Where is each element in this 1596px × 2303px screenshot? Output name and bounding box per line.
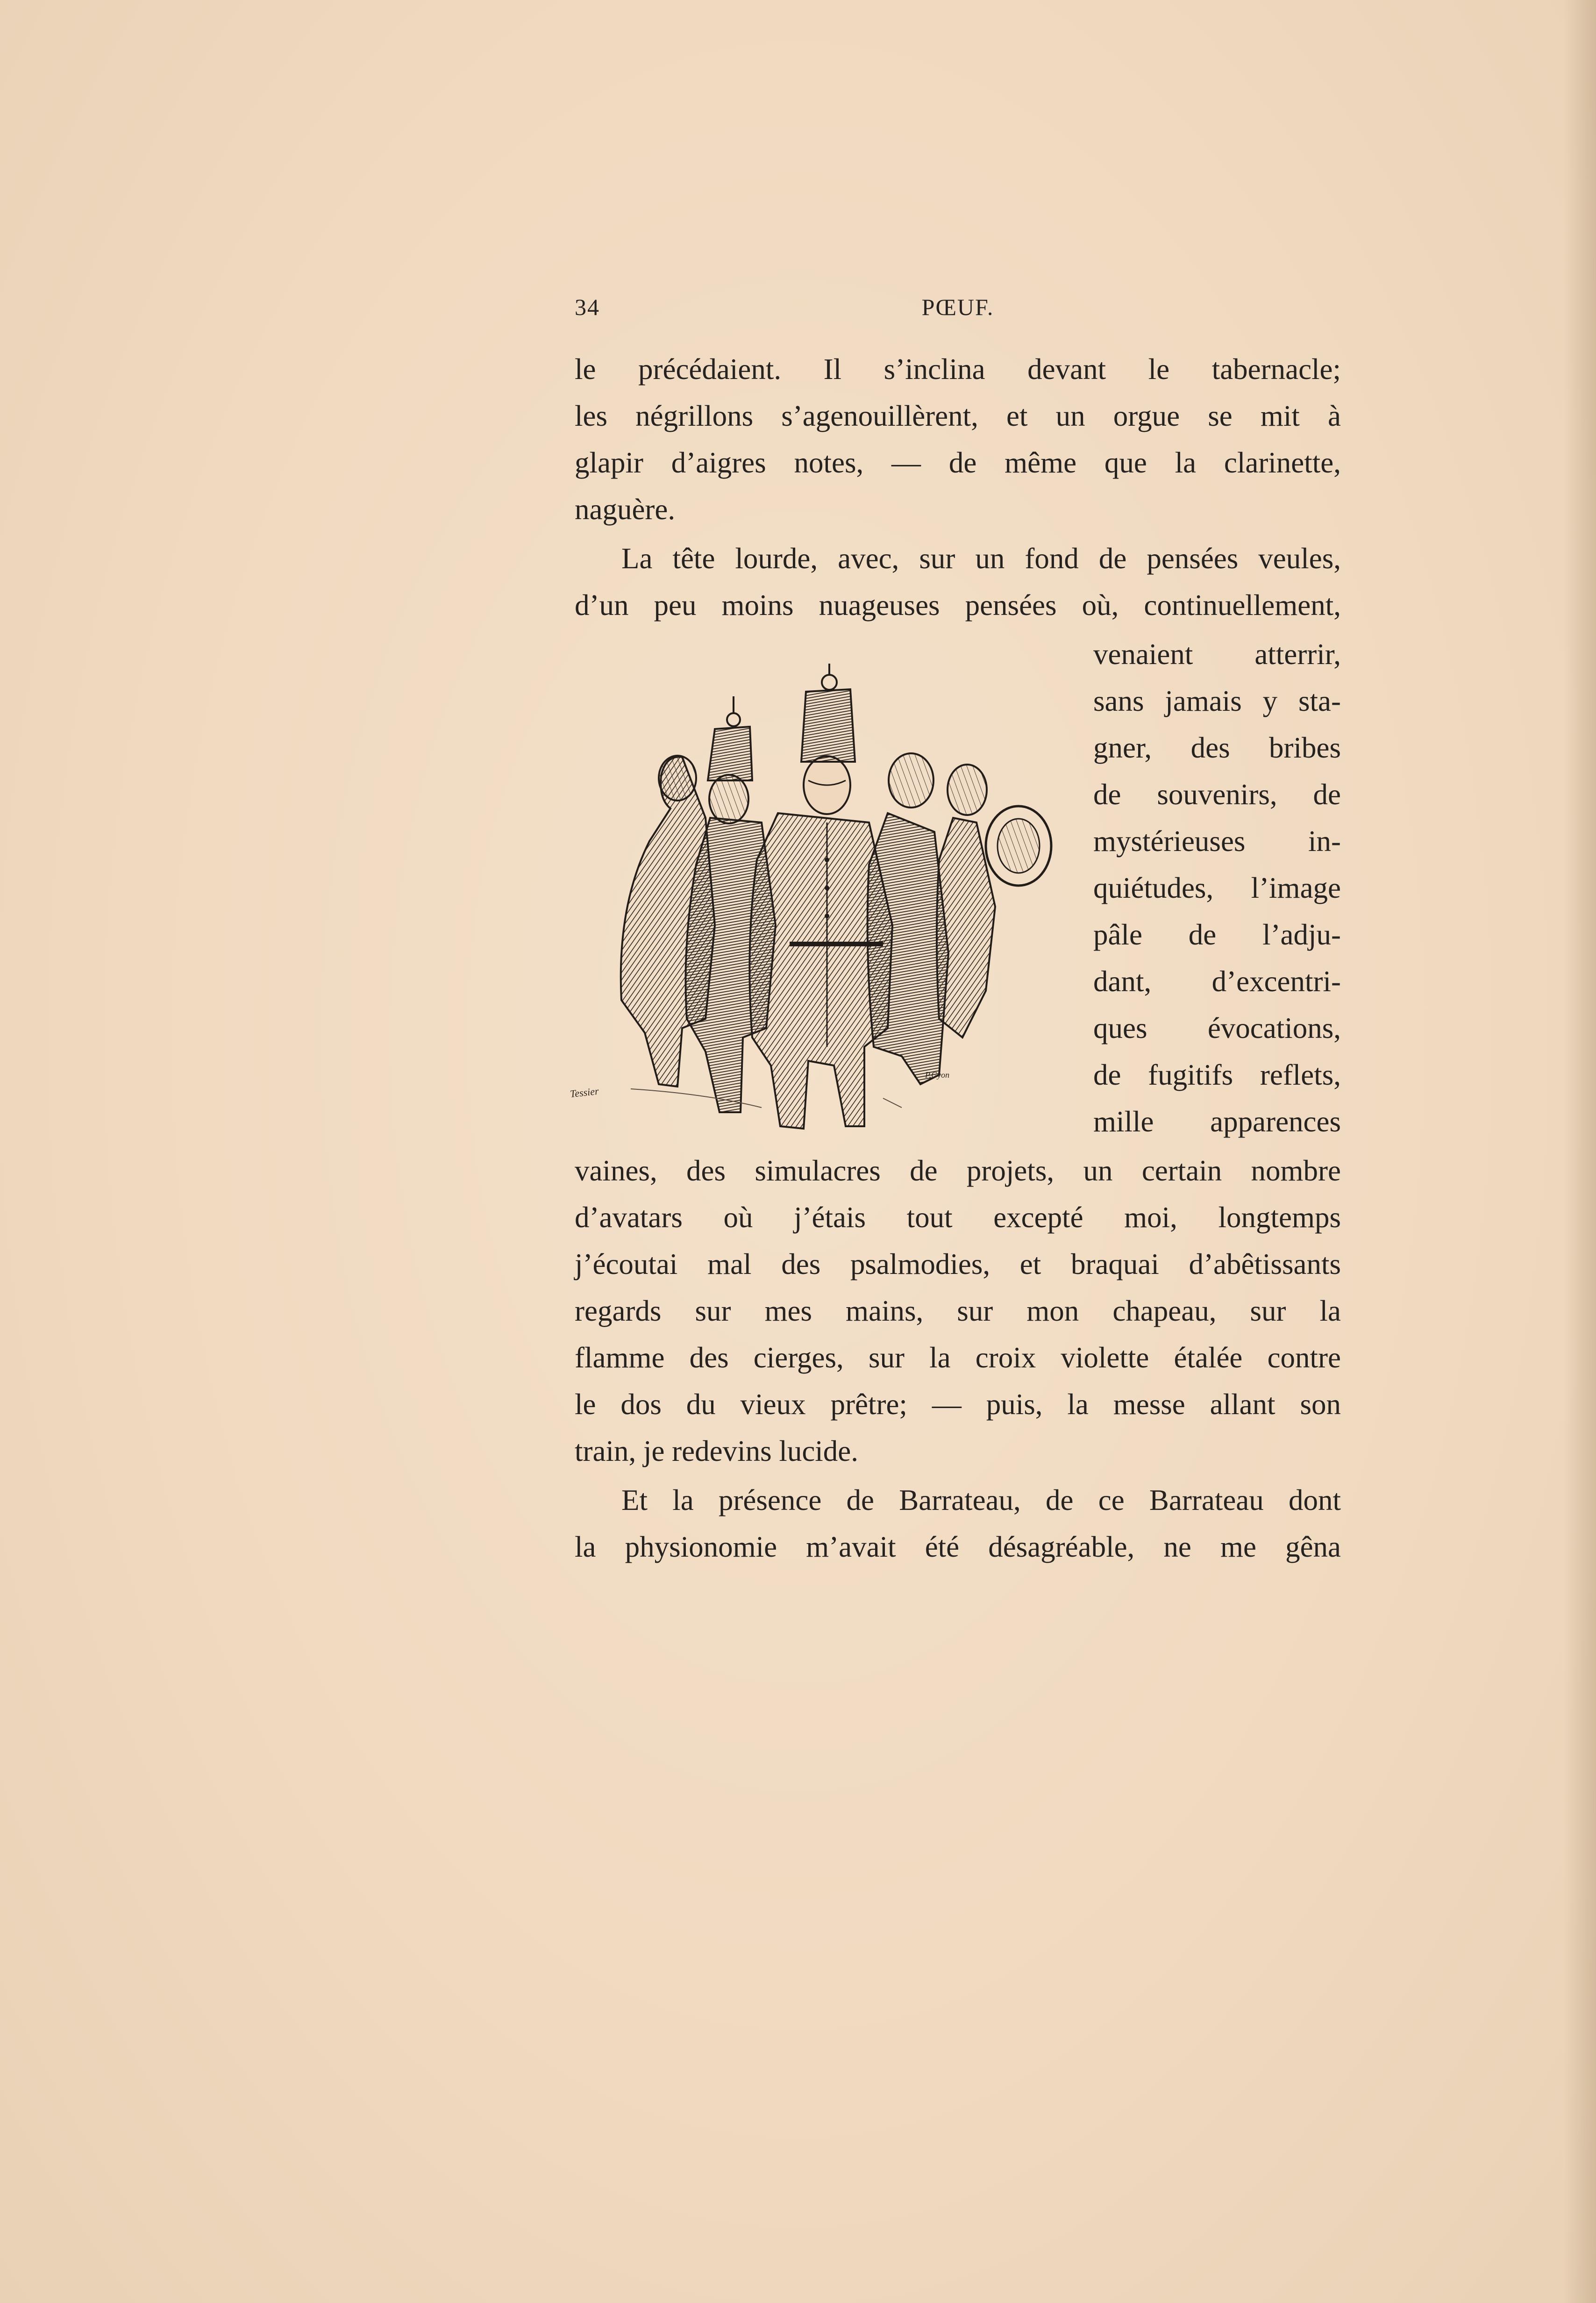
- illustrator-signature-left: Tessier: [569, 1085, 599, 1100]
- running-title: PŒUF.: [921, 294, 994, 320]
- engraving-soldiers-icon: [565, 664, 1079, 1140]
- text-line: le précédaient. Il s’inclina devant le tabernacle;: [575, 353, 1341, 386]
- text-line: regards sur mes mains, sur mon chapeau, sur la: [575, 1295, 1341, 1327]
- page-edge-shadow: [1563, 0, 1596, 2303]
- text-line: le dos du vieux prêtre; — puis, la messe allant son: [575, 1388, 1341, 1421]
- text-line: dant, d’excentri-: [1093, 965, 1341, 998]
- text-line: naguère.: [575, 493, 676, 526]
- text-line: ques évocations,: [1093, 1012, 1341, 1044]
- page-number: 34: [575, 294, 600, 320]
- text-line: sans jamais y sta-: [1093, 685, 1341, 717]
- text-line: de souvenirs, de: [1093, 778, 1341, 811]
- text-line: mystérieuses in-: [1093, 825, 1341, 858]
- text-line: La tête lourde, avec, sur un fond de pensées veules,: [621, 542, 1341, 575]
- text-line: flamme des cierges, sur la croix violette étalée contre: [575, 1341, 1341, 1374]
- text-line: train, je redevins lucide.: [575, 1435, 859, 1467]
- text-line: j’écoutai mal des psalmodies, et braquai d’abêtissants: [575, 1248, 1341, 1280]
- text-line: Et la présence de Barrateau, de ce Barrateau dont: [621, 1484, 1341, 1516]
- running-header: [575, 293, 1341, 322]
- illustrator-signature-right: P.Gyon: [925, 1070, 950, 1080]
- text-line: gner, des bribes: [1093, 731, 1341, 764]
- text-line: d’un peu moins nuageuses pensées où, continuellement,: [575, 589, 1341, 622]
- engraving-illustration: [565, 664, 1079, 1140]
- text-line: pâle de l’adju-: [1093, 918, 1341, 951]
- text-line: de fugitifs reflets,: [1093, 1059, 1341, 1091]
- text-line: venaient atterrir,: [1093, 638, 1341, 671]
- text-line: mille apparences: [1093, 1105, 1341, 1138]
- text-line: la physionomie m’avait été désagréable, ne me gêna: [575, 1531, 1341, 1563]
- text-line: les négrillons s’agenouillèrent, et un orgue se mit à: [575, 400, 1341, 432]
- text-line: quiétudes, l’image: [1093, 872, 1341, 904]
- text-line: glapir d’aigres notes, — de même que la clarinette,: [575, 446, 1341, 479]
- text-line: vaines, des simulacres de projets, un certain nombre: [575, 1154, 1341, 1187]
- text-line: d’avatars où j’étais tout excepté moi, longtemps: [575, 1201, 1341, 1234]
